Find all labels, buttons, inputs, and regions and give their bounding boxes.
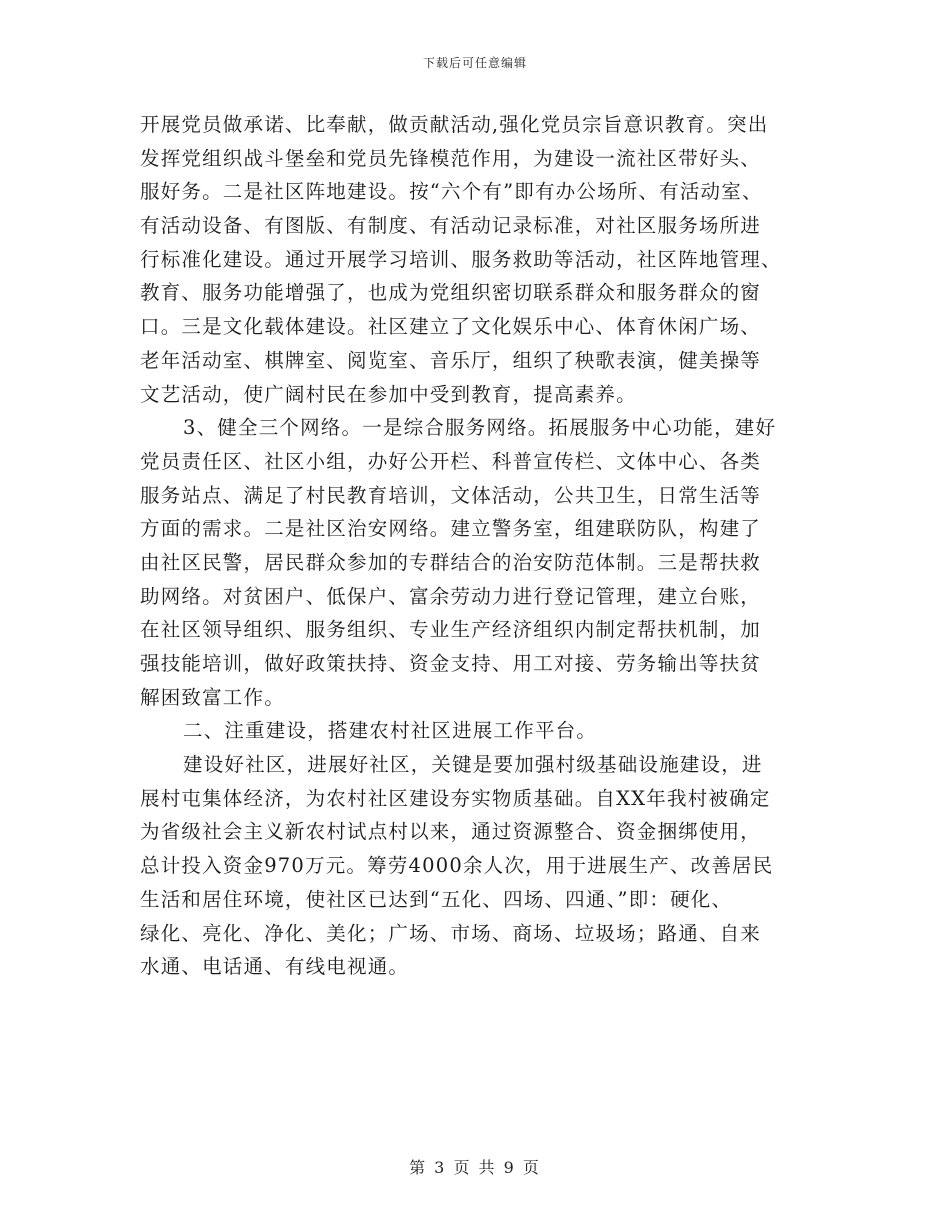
body-line: 助网络。对贫困户、低保户、富余劳动力进行登记管理，建立台账， <box>140 584 762 608</box>
body-line: 服务站点、满足了村民教育培训，文体活动，公共卫生，日常生活等 <box>140 483 762 507</box>
body-line: 教育、服务功能增强了，也成为党组织密切联系群众和服务群众的窗 <box>140 281 762 305</box>
body-line: 为省级社会主义新农村试点村以来，通过资源整合、资金捆绑使用， <box>140 820 762 844</box>
body-line: 党员责任区、社区小组，办好公开栏、科普宣传栏、文体中心、各类 <box>140 449 762 473</box>
body-line: 有活动设备、有图版、有制度、有活动记录标准，对社区服务场所进 <box>140 214 762 238</box>
paragraph-start-line: 建设好社区，进展好社区，关键是要加强村级基础设施建设，进 <box>183 753 763 777</box>
document-body <box>140 108 808 984</box>
body-line: 发挥党组织战斗堡垒和党员先锋模范作用，为建设一流社区带好头、 <box>140 146 762 170</box>
body-line: 解困致富工作。 <box>140 685 285 709</box>
body-line: 总计投入资金970万元。筹劳4000余人次，用于进展生产、改善居民 <box>140 854 774 878</box>
section-heading: 二、注重建设，搭建农村社区进展工作平台。 <box>183 719 598 743</box>
body-line: 老年活动室、棋牌室、阅览室、音乐厅，组织了秧歌表演，健美操等 <box>140 348 762 372</box>
body-line: 在社区领导组织、服务组织、专业生产经济组织内制定帮扶机制，加 <box>140 618 762 642</box>
body-line: 绿化、亮化、净化、美化；广场、市场、商场、垃圾场；路通、自来 <box>140 921 762 945</box>
body-line: 方面的需求。二是社区治安网络。建立警务室，组建联防队，构建了 <box>140 517 762 541</box>
body-line: 行标准化建设。通过开展学习培训、服务救助等活动，社区阵地管理、 <box>140 247 782 271</box>
body-line: 强技能培训，做好政策扶持、资金支持、用工对接、劳务输出等扶贫 <box>140 652 762 675</box>
body-line: 开展党员做承诺、比奉献，做贡献活动,强化党员宗旨意识教育。突出 <box>140 113 769 136</box>
body-line: 文艺活动，使广阔村民在参加中受到教育，提高素养。 <box>140 382 637 406</box>
body-line: 口。三是文化载体建设。社区建立了文化娱乐中心、体育休闲广场、 <box>140 315 762 339</box>
body-line: 由社区民警，居民群众参加的专群结合的治安防范体制。三是帮扶救 <box>140 550 762 574</box>
body-line: 生活和居住环境，使社区已达到“五化、四场、四通、”即：硬化、 <box>140 887 733 911</box>
body-line: 水通、电话通、有线电视通。 <box>140 955 410 979</box>
total-page-count: 9 <box>503 1158 516 1177</box>
page-footer <box>0 1155 950 1178</box>
page-header-note: 下载后可任意编辑 <box>422 56 527 70</box>
footer-prefix: 第 <box>409 1158 428 1177</box>
footer-suffix: 页 <box>522 1158 541 1177</box>
current-page-number: 3 <box>434 1158 447 1177</box>
body-line: 展村屯集体经济，为农村社区建设夯实物质基础。自XX年我村被确定 <box>140 786 771 810</box>
footer-middle: 页 共 <box>453 1158 497 1177</box>
body-line: 服好务。二是社区阵地建设。按“六个有”即有办公场所、有活动室、 <box>140 180 763 204</box>
paragraph-start-line: 3、健全三个网络。一是综合服务网络。拓展服务中心功能，建好 <box>183 416 777 440</box>
